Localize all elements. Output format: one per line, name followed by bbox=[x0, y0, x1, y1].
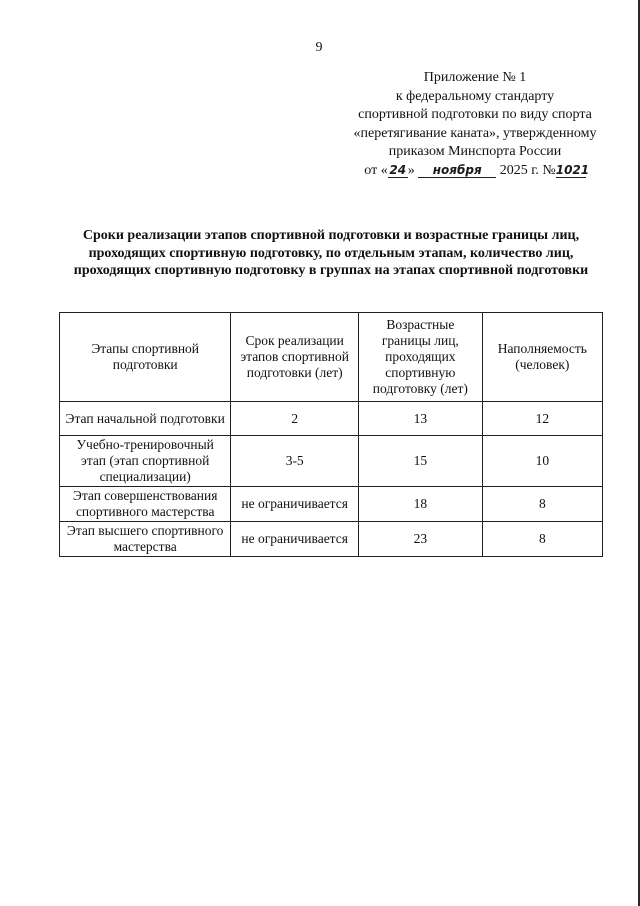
appendix-line: к федеральному стандарту bbox=[395, 88, 555, 104]
handwritten-order-number: 1021 bbox=[555, 162, 590, 177]
table-cell: 10 bbox=[482, 436, 602, 487]
table-cell: 8 bbox=[482, 522, 602, 557]
table-row bbox=[60, 522, 603, 557]
table-cell: 23 bbox=[359, 522, 483, 557]
document-title: Сроки реализации этапов спортивной подготовки и возрастные границы лиц, проходящих спортивную подготовку, по отдельным этапам, количество лиц, проходящих спортивную подготовку в группах на этапах спортивной подготовки bbox=[73, 228, 589, 278]
table-cell: не ограничивается bbox=[231, 522, 359, 557]
table-cell: Этап высшего спортивного мастерства bbox=[60, 522, 231, 557]
order-mid: » bbox=[407, 162, 419, 178]
order-prefix: от « bbox=[364, 162, 388, 178]
table-cell: не ограничивается bbox=[231, 487, 359, 522]
column-header: Срок реализации этапов спортивной подготовки (лет) bbox=[231, 313, 359, 402]
order-year: 2025 г. № bbox=[496, 162, 556, 178]
handwritten-day: 24 bbox=[389, 162, 407, 177]
table-row bbox=[60, 402, 603, 436]
table-cell: Этап совершенствования спортивного мастерства bbox=[60, 487, 231, 522]
table-row bbox=[60, 436, 603, 487]
appendix-line: спортивной подготовки по виду спорта bbox=[358, 107, 592, 122]
table-cell: 18 bbox=[359, 487, 483, 522]
column-header: Наполняемость (человек) bbox=[482, 313, 602, 402]
table-cell: 15 bbox=[359, 436, 483, 487]
order-line bbox=[340, 162, 610, 181]
table-cell: 13 bbox=[359, 402, 483, 436]
appendix-line: приказом Минспорта России bbox=[388, 144, 562, 159]
table-cell: Этап начальной подготовки bbox=[60, 402, 231, 436]
table-cell: 2 bbox=[231, 402, 359, 436]
stages-table bbox=[59, 312, 603, 557]
table-header-row bbox=[60, 313, 603, 402]
table-cell: Учебно-тренировочный этап (этап спортивной специализации) bbox=[60, 436, 231, 487]
page-number: 9 bbox=[315, 40, 323, 55]
appendix-line: «перетягивание каната», утвержденному bbox=[353, 125, 597, 141]
appendix-line: Приложение № 1 bbox=[423, 70, 527, 85]
appendix-block bbox=[340, 69, 610, 180]
column-header: Этапы спортивной подготовки bbox=[60, 313, 231, 402]
table-cell: 8 bbox=[482, 487, 602, 522]
table-row bbox=[60, 487, 603, 522]
column-header: Возрастные границы лиц, проходящих спортивную подготовку (лет) bbox=[359, 313, 483, 402]
handwritten-month: ноября bbox=[418, 163, 496, 178]
table-cell: 3-5 bbox=[231, 436, 359, 487]
table-cell: 12 bbox=[482, 402, 602, 436]
